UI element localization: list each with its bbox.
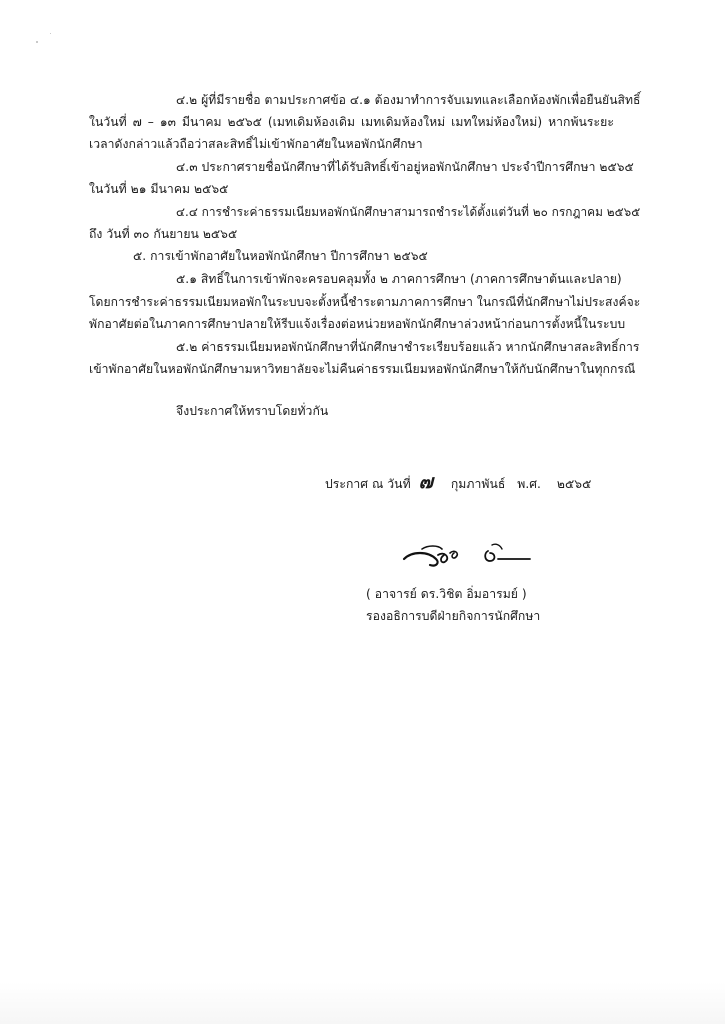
scan-bottom-edge <box>0 982 725 1024</box>
scan-speck <box>50 33 51 34</box>
handwritten-signature <box>398 537 538 577</box>
announce-day-handwritten: ๗ <box>418 471 433 493</box>
announcement-date <box>325 471 592 493</box>
paragraph-4-3-line-2: ในวันที่ ๒๑ มีนาคม ๒๕๖๕ <box>89 182 229 196</box>
signer-title: รองอธิการบดีฝ่ายกิจการนักศึกษา <box>366 609 541 623</box>
paragraph-5-1-line-2: โดยการชำระค่าธรรมเนียมหอพักในระบบจะตั้งหนี้ชำระตามภาคการศึกษา ในกรณีที่นักศึกษาไม่ประสงค์จะ <box>89 295 641 309</box>
announce-era: พ.ศ. <box>517 477 541 491</box>
paragraph-4-3-line-1: ๔.๓ ประกาศรายชื่อนักศึกษาที่ได้รับสิทธิ์เข้าอยู่หอพักนักศึกษา ประจำปีการศึกษา ๒๕๖๕ <box>176 160 634 174</box>
closing-statement: จึงประกาศให้ทราบโดยทั่วกัน <box>176 404 329 418</box>
announce-month: กุมภาพันธ์ <box>450 477 506 491</box>
paragraph-4-4-line-1: ๔.๔ การชำระค่าธรรมเนียมหอพักนักศึกษาสามารถชำระได้ตั้งแต่วันที่ ๒๐ กรกฎาคม ๒๕๖๕ <box>176 205 641 219</box>
signer-name: ( อาจารย์ ดร.วิชิต อิ่มอารมย์ ) <box>366 587 527 601</box>
paragraph-4-4-line-2: ถึง วันที่ ๓๐ กันยายน ๒๕๖๕ <box>89 227 238 241</box>
paragraph-5-2-line-2: เข้าพักอาศัยในหอพักนักศึกษามหาวิทยาลัยจะไม่คืนค่าธรรมเนียมหอพักนักศึกษาให้กับนักศึกษาในทุกกรณี <box>89 362 636 376</box>
paragraph-5-2-line-1: ๕.๒ ค่าธรรมเนียมหอพักนักศึกษาที่นักศึกษาชำระเรียบร้อยแล้ว หากนักศึกษาสละสิทธิ์การ <box>176 340 640 354</box>
paragraph-4-2-line-3: เวลาดังกล่าวแล้วถือว่าสละสิทธิ์ไม่เข้าพักอาศัยในหอพักนักศึกษา <box>89 137 423 151</box>
announce-year: ๒๕๖๕ <box>556 477 592 491</box>
announce-label: ประกาศ ณ วันที่ <box>325 477 411 491</box>
section-5-heading: ๕. การเข้าพักอาศัยในหอพักนักศึกษา ปีการศึกษา ๒๕๖๕ <box>133 249 428 263</box>
scan-speck <box>36 41 38 43</box>
paragraph-5-1-line-3: พักอาศัยต่อในภาคการศึกษาปลายให้รีบแจ้งเรื่องต่อหน่วยหอพักนักศึกษาล่วงหน้าก่อนการตั้งหนี้ในระบบ <box>89 317 626 331</box>
paragraph-5-1-line-1: ๕.๑ สิทธิ์ในการเข้าพักจะครอบคลุมทั้ง ๒ ภาคการศึกษา (ภาคการศึกษาต้นและปลาย) <box>176 272 622 286</box>
paragraph-4-2-line-1: ๔.๒ ผู้ที่มีรายชื่อ ตามประกาศข้อ ๔.๑ ต้องมาทำการจับเมทและเลือกห้องพักเพื่อยืนยันสิทธิ์ <box>176 93 641 107</box>
paragraph-4-2-line-2: ในวันที่ ๗ – ๑๓ มีนาคม ๒๕๖๕ (เมทเดิมห้องเดิม เมทเดิมห้องใหม่ เมทใหม่ห้องใหม่) หากพ้นระยะ <box>89 115 614 129</box>
